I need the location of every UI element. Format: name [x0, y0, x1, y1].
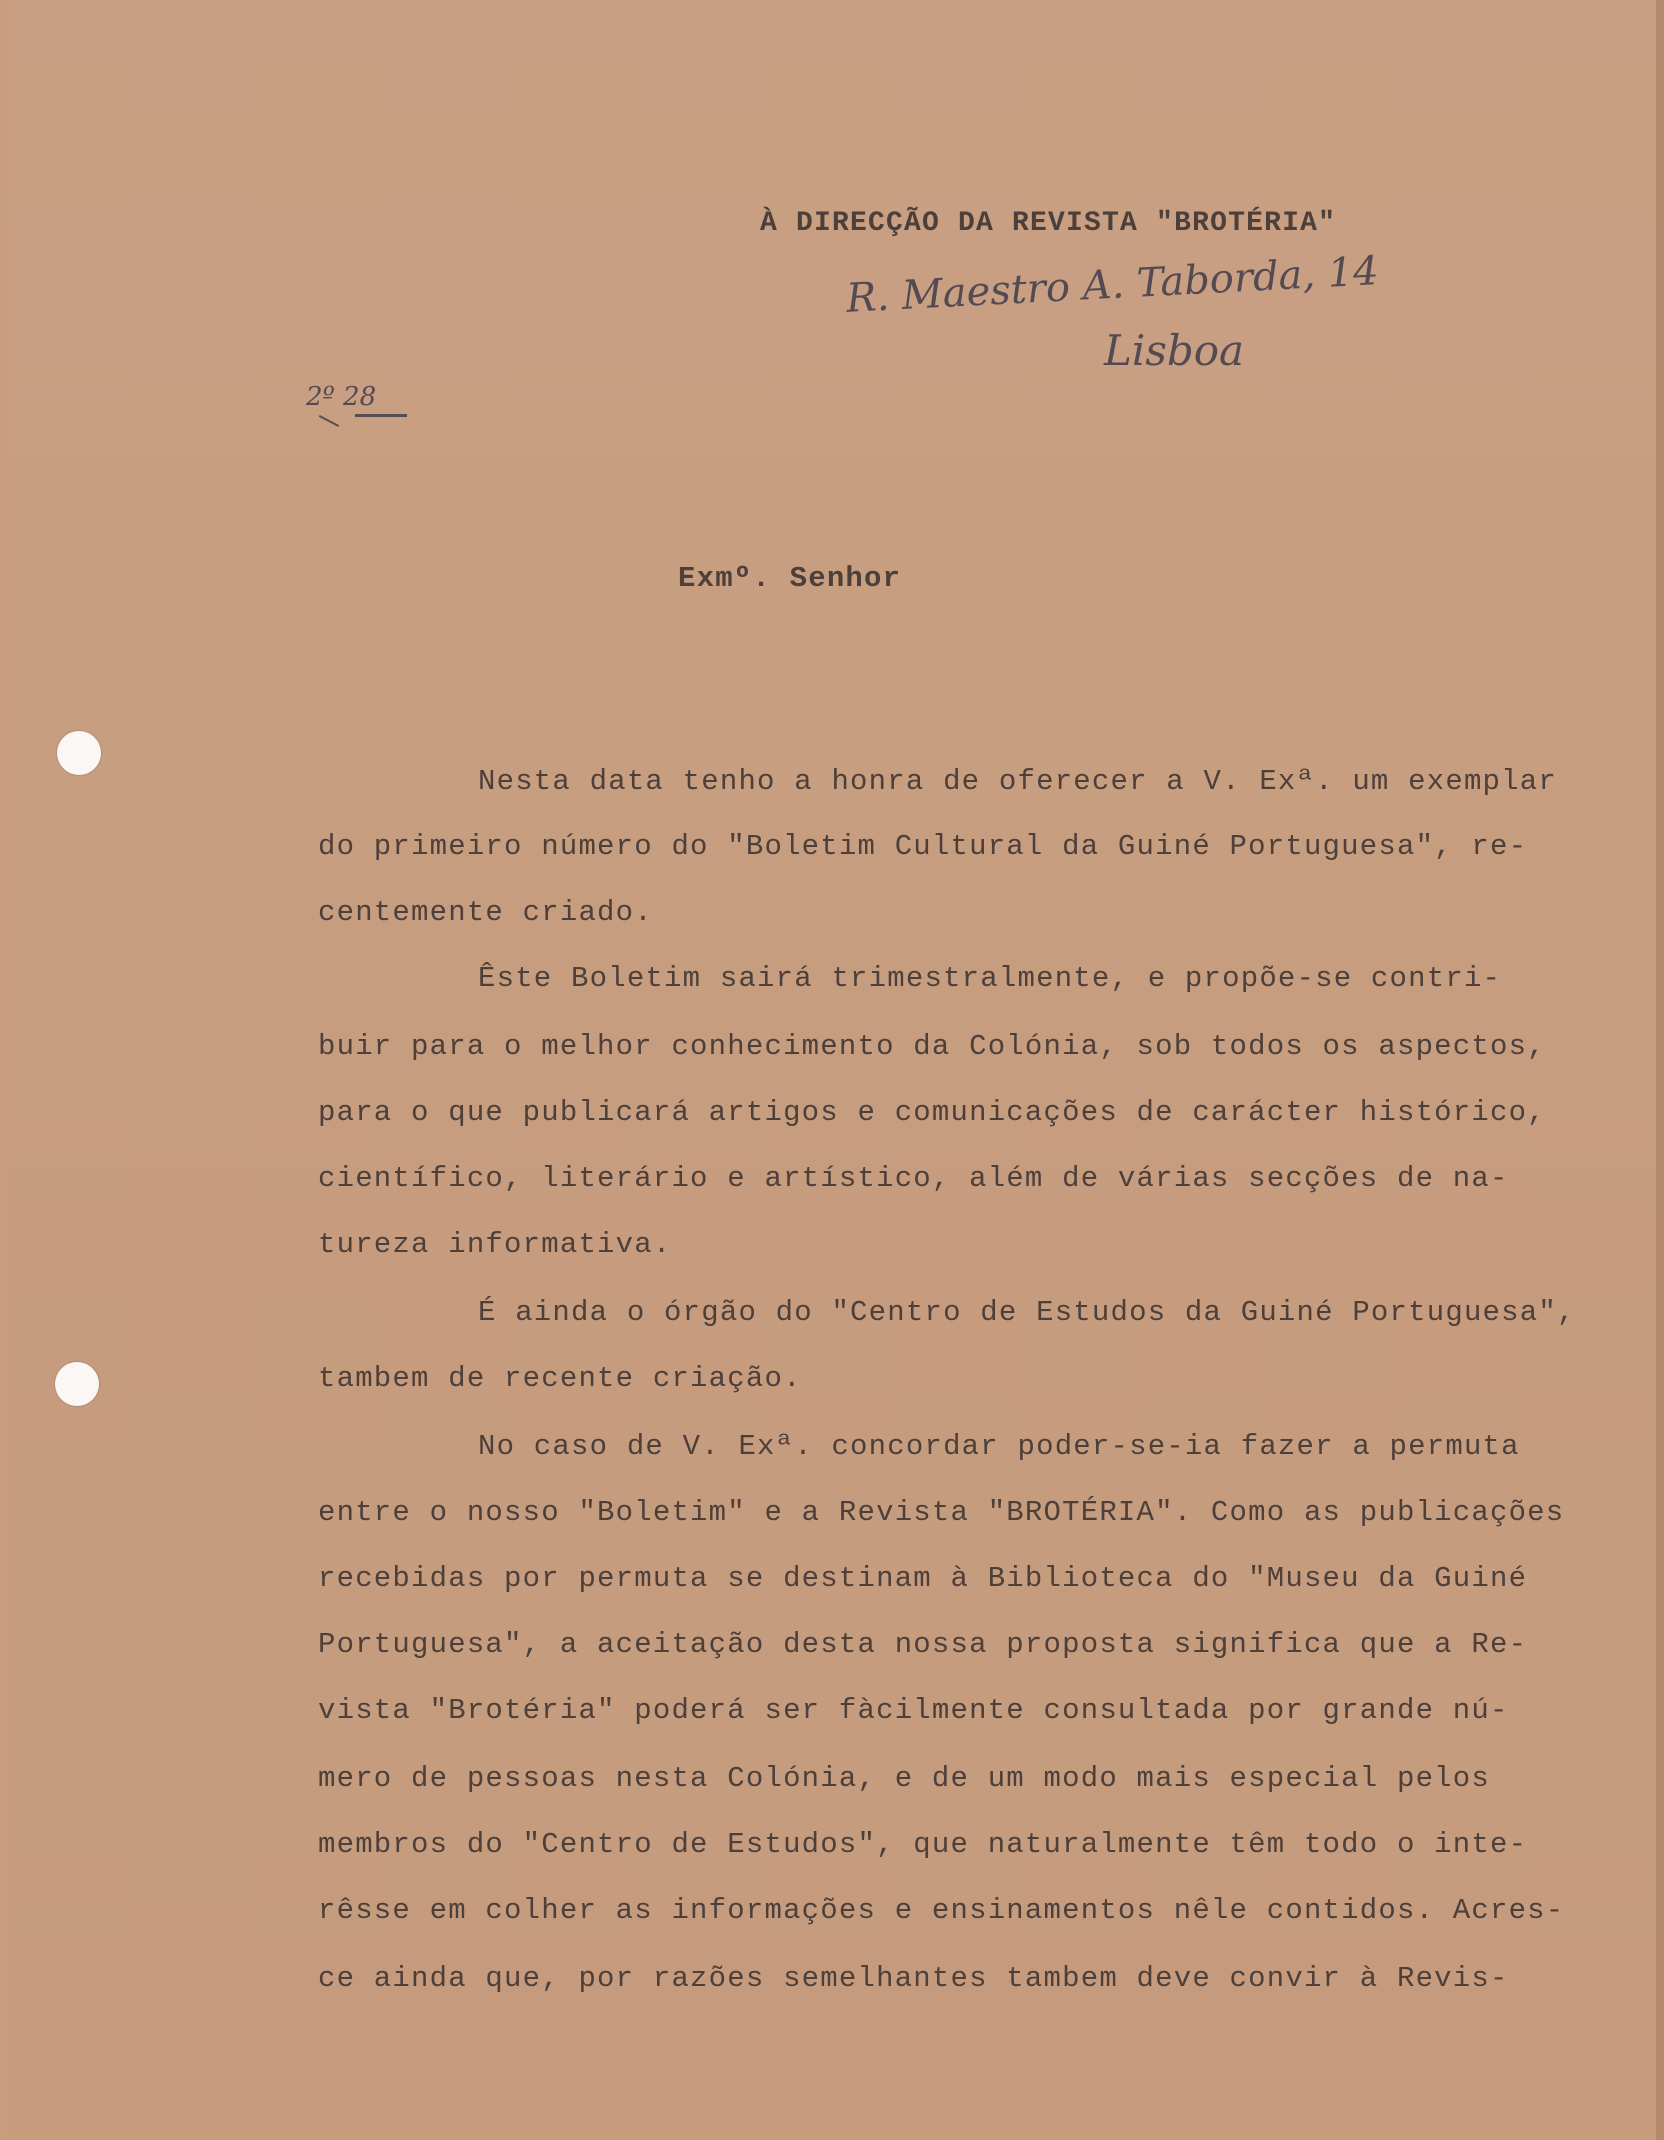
body-line: tureza informativa. — [318, 1228, 672, 1261]
reference-underline — [355, 414, 407, 417]
body-line: Portuguesa", a aceitação desta nossa proposta significa que a Re- — [318, 1628, 1528, 1661]
letter-page — [8, 0, 1656, 2136]
body-line: membros do "Centro de Estudos", que naturalmente têm todo o inte- — [318, 1828, 1528, 1861]
salutation: Exmº. Senhor — [678, 562, 902, 595]
body-line: centemente criado. — [318, 896, 653, 929]
body-line: vista "Brotéria" poderá ser fàcilmente consultada por grande nú- — [318, 1694, 1509, 1727]
body-line: tambem de recente criação. — [318, 1362, 802, 1395]
body-line: buir para o melhor conhecimento da Colónia, sob todos os aspectos, — [318, 1030, 1546, 1063]
addressee-heading: À DIRECÇÃO DA REVISTA "BROTÉRIA" — [760, 208, 1337, 239]
reference-note: 2º 28 — [306, 382, 377, 412]
page-edge — [1656, 0, 1664, 2140]
body-line: científico, literário e artístico, além de várias secções de na- — [318, 1162, 1509, 1195]
punch-hole-top — [57, 731, 101, 775]
body-line: para o que publicará artigos e comunicações de carácter histórico, — [318, 1096, 1546, 1129]
punch-hole-bottom — [55, 1362, 99, 1406]
body-line: Êste Boletim sairá trimestralmente, e propõe-se contri- — [478, 962, 1502, 995]
body-line: ce ainda que, por razões semelhantes tambem deve convir à Revis- — [318, 1962, 1509, 1995]
handwritten-city: Lisboa — [1104, 326, 1245, 375]
body-line: Nesta data tenho a honra de oferecer a V. Exª. um exemplar — [478, 765, 1557, 798]
handwritten-street: R. Maestro A. Taborda, 14 — [845, 248, 1380, 322]
body-line: do primeiro número do "Boletim Cultural da Guiné Portuguesa", re- — [318, 830, 1528, 863]
body-line: recebidas por permuta se destinam à Biblioteca do "Museu da Guiné — [318, 1562, 1528, 1595]
body-line: No caso de V. Exª. concordar poder-se-ia fazer a permuta — [478, 1430, 1520, 1463]
body-line: É ainda o órgão do "Centro de Estudos da Guiné Portuguesa", — [478, 1296, 1576, 1329]
body-line: entre o nosso "Boletim" e a Revista "BROTÉRIA". Como as publicações — [318, 1496, 1565, 1529]
body-line: mero de pessoas nesta Colónia, e de um modo mais especial pelos — [318, 1762, 1490, 1795]
body-line: rêsse em colher as informações e ensinamentos nêle contidos. Acres- — [318, 1894, 1565, 1927]
